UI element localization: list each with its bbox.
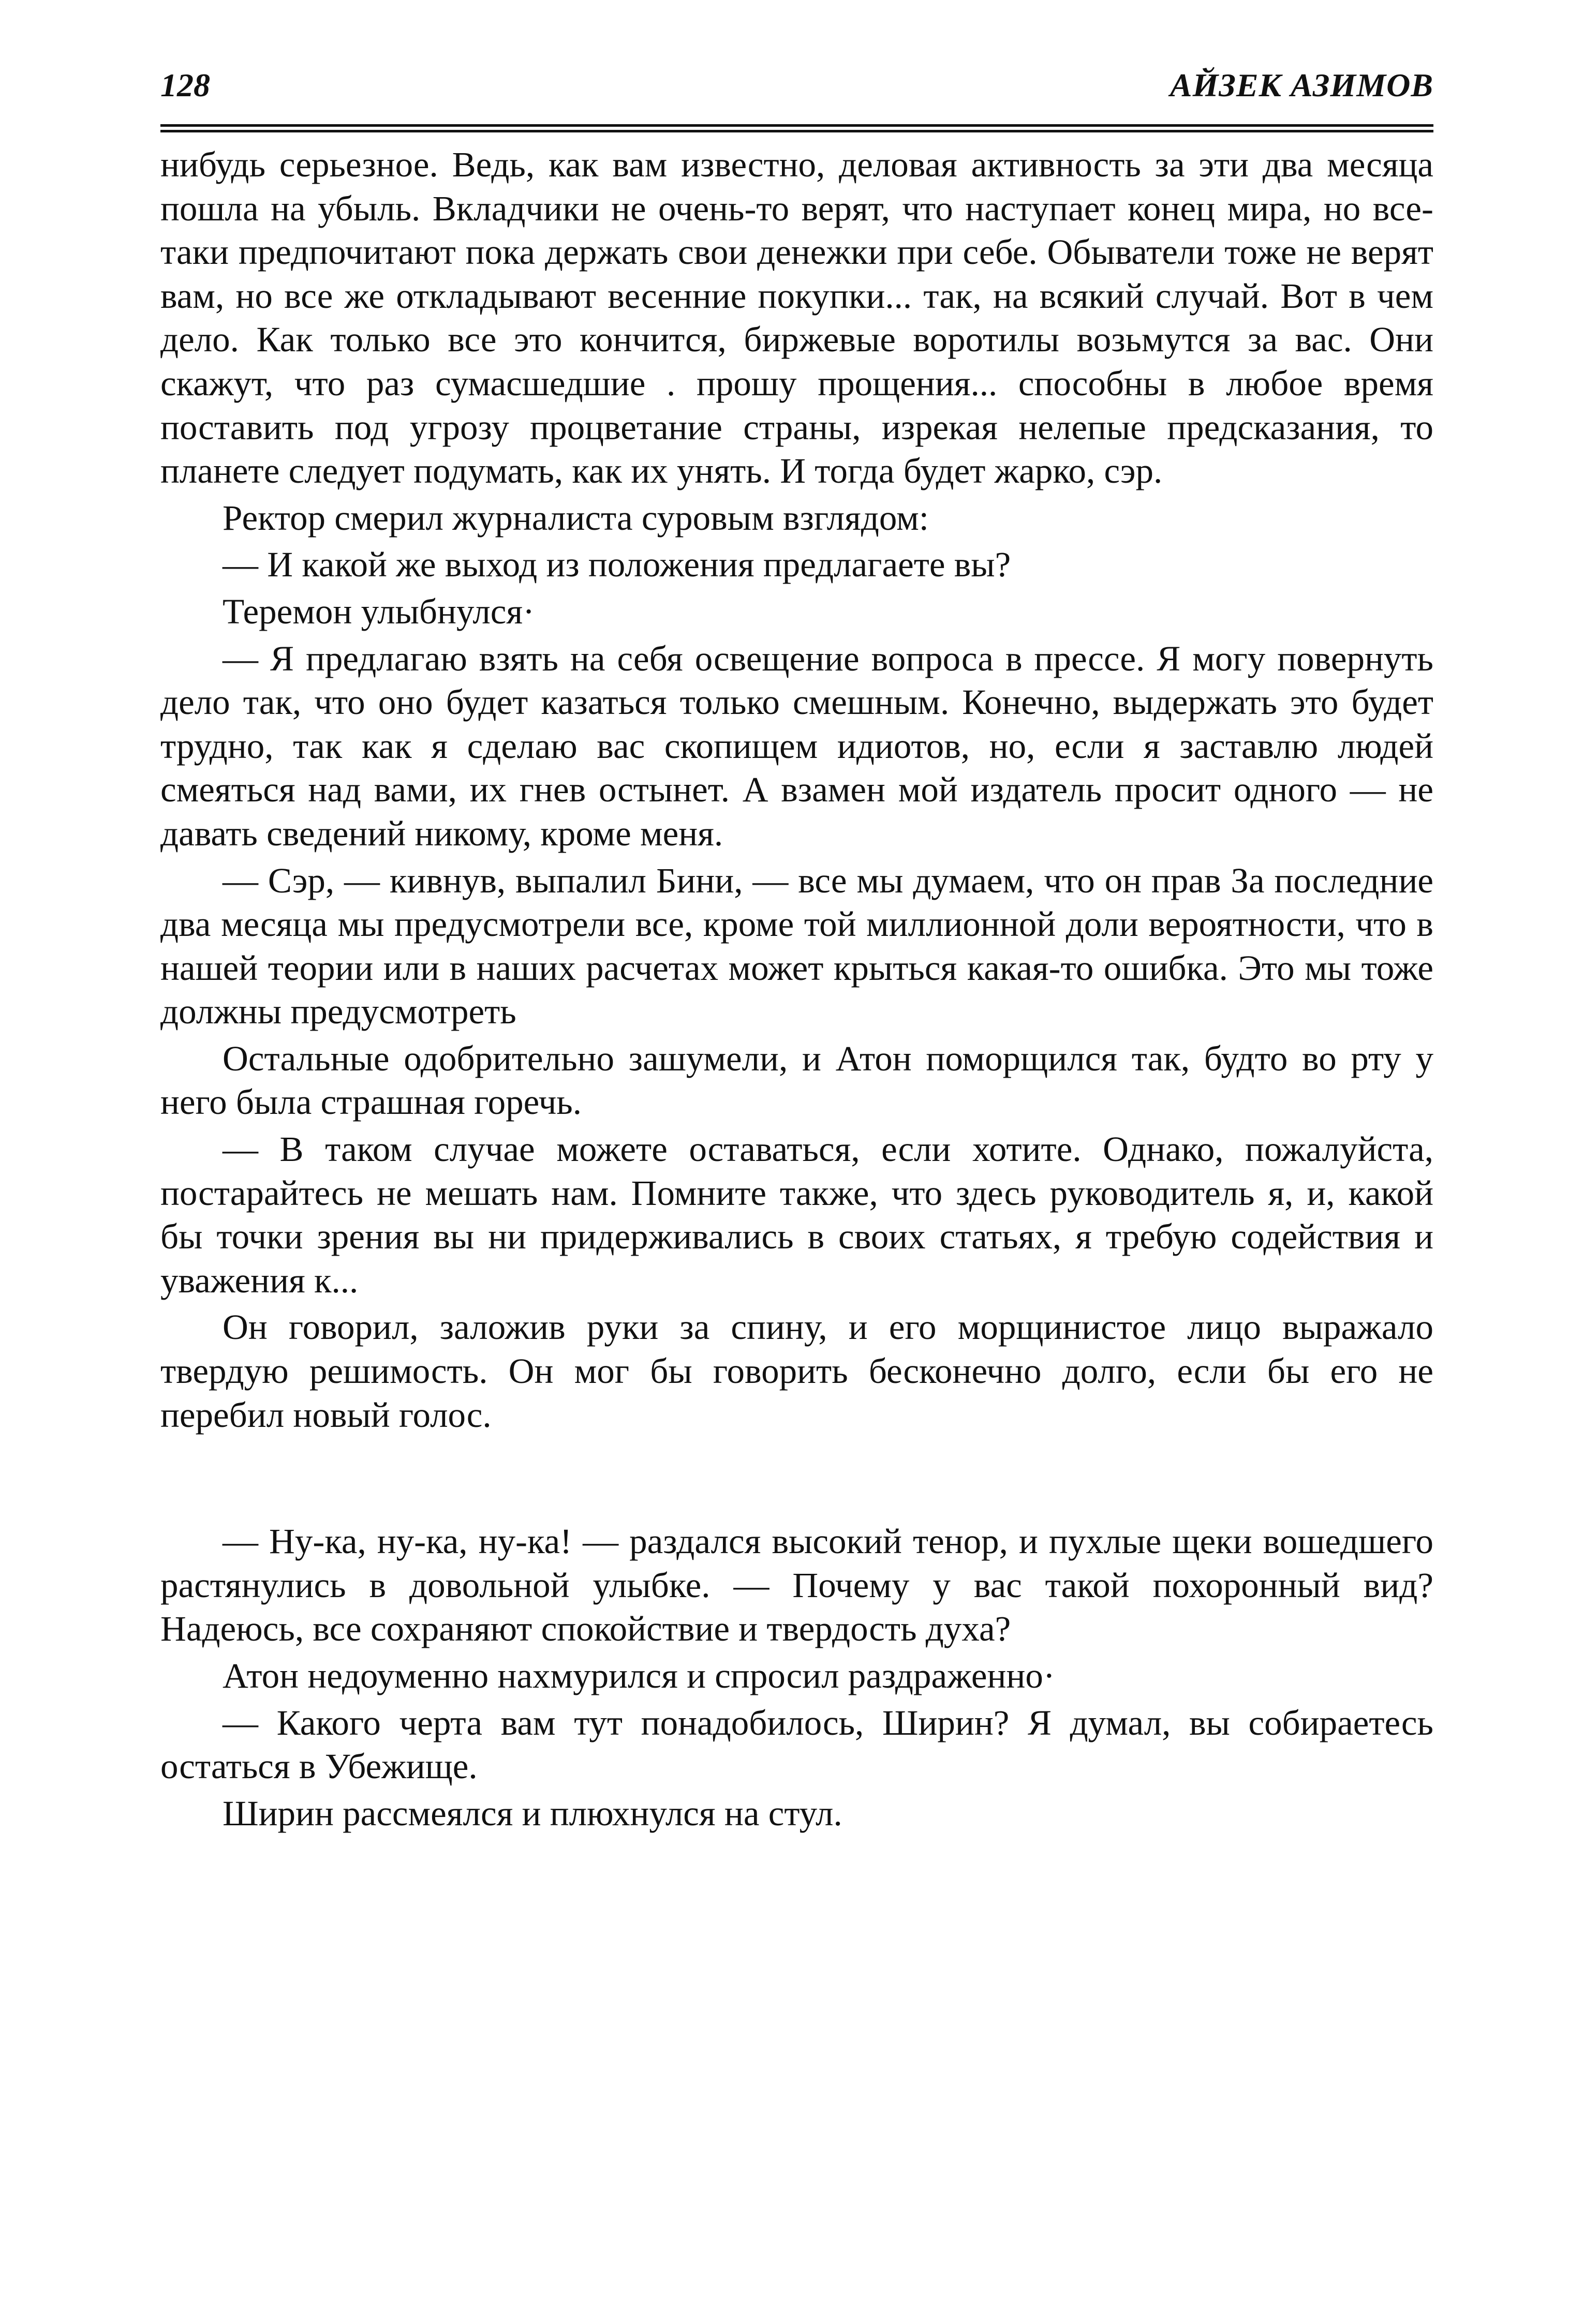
book-page: [160, 57, 1433, 2282]
paragraph: — Я предлагаю взять на себя освещение вопроса в прессе. Я могу повернуть дело так, что оно будет казаться только смешным. Конечно, выдержать это будет трудно, так как я сделаю вас скопищем идиотов, но, если я заставлю людей смеяться над вами, их гнев остынет. А взамен мой издатель просит одного — не давать сведений никому, кроме меня.: [160, 638, 1433, 853]
paragraph: Теремон улыбнулся·: [223, 591, 535, 631]
header-rule-bottom: [160, 130, 1433, 132]
paragraph: Ширин рассмеялся и плюхнулся на стул.: [223, 1793, 842, 1833]
running-head: [160, 57, 1433, 114]
paragraph: — Какого черта вам тут понадобилось, Ширин? Я думал, вы собираетесь остаться в Убежище.: [160, 1703, 1433, 1786]
paragraph: — Сэр, — кивнув, выпалил Бини, — все мы думаем, что он прав За последние два месяца мы предусмотрели все, кроме той миллионной доли вероятности, что в нашей теории или в наших расчетах может крыться какая-то ошибка. Это мы тоже должны предусмотреть: [160, 860, 1433, 1032]
paragraph: — И какой же выход из положения предлагаете вы?: [223, 545, 1011, 585]
body-text: [160, 143, 1433, 1835]
paragraph-continued: нибудь серьезное. Ведь, как вам известно, деловая активность за эти два месяца пошла на убыль. Вкладчики не очень-то верят, что наступает конец мира, но все-таки предпочитают пока держать свои денежки при себе. Обыватели тоже не верят вам, но все же откладывают весенние покупки... так, на всякий случай. Вот в чем дело. Как только все это кончится, биржевые воротилы возьмутся за вас. Они скажут, что раз сумасшедшие . прошу прощения... способны в любое время поставить под угрозу процветание страны, изрекая нелепые предсказания, то планете следует подумать, как их унять. И тогда будет жарко, сэр.: [160, 145, 1433, 491]
header-rule-top: [160, 124, 1433, 127]
paragraph: — В таком случае можете оставаться, если хотите. Однако, пожалуйста, постарайтесь не мешать нам. Помните также, что здесь руководитель я, и, какой бы точки зрения вы ни придерживались в своих статьях, я требую содействия и уважения к...: [160, 1129, 1433, 1300]
paragraph: Он говорил, заложив руки за спину, и его морщинистое лицо выражало твердую решимость. Он мог бы говорить бесконечно долго, если бы его не перебил новый голос.: [160, 1307, 1433, 1435]
page-number: 128: [160, 67, 210, 103]
paragraph: — Ну-ка, ну-ка, ну-ка! — раздался высокий тенор, и пухлые щеки вошедшего растянулись в довольной улыбке. — Почему у вас такой похоронный вид? Надеюсь, все сохраняют спокойствие и твердость духа?: [160, 1522, 1433, 1649]
paragraph: Атон недоуменно нахмурился и спросил раздраженно·: [223, 1656, 1055, 1695]
paragraph: Остальные одобрительно зашумели, и Атон поморщился так, будто во рту у него была страшная горечь.: [160, 1038, 1433, 1122]
paragraph: Ректор смерил журналиста суровым взглядом:: [223, 498, 929, 538]
running-head-author: АЙЗЕК АЗИМОВ: [1170, 67, 1433, 103]
